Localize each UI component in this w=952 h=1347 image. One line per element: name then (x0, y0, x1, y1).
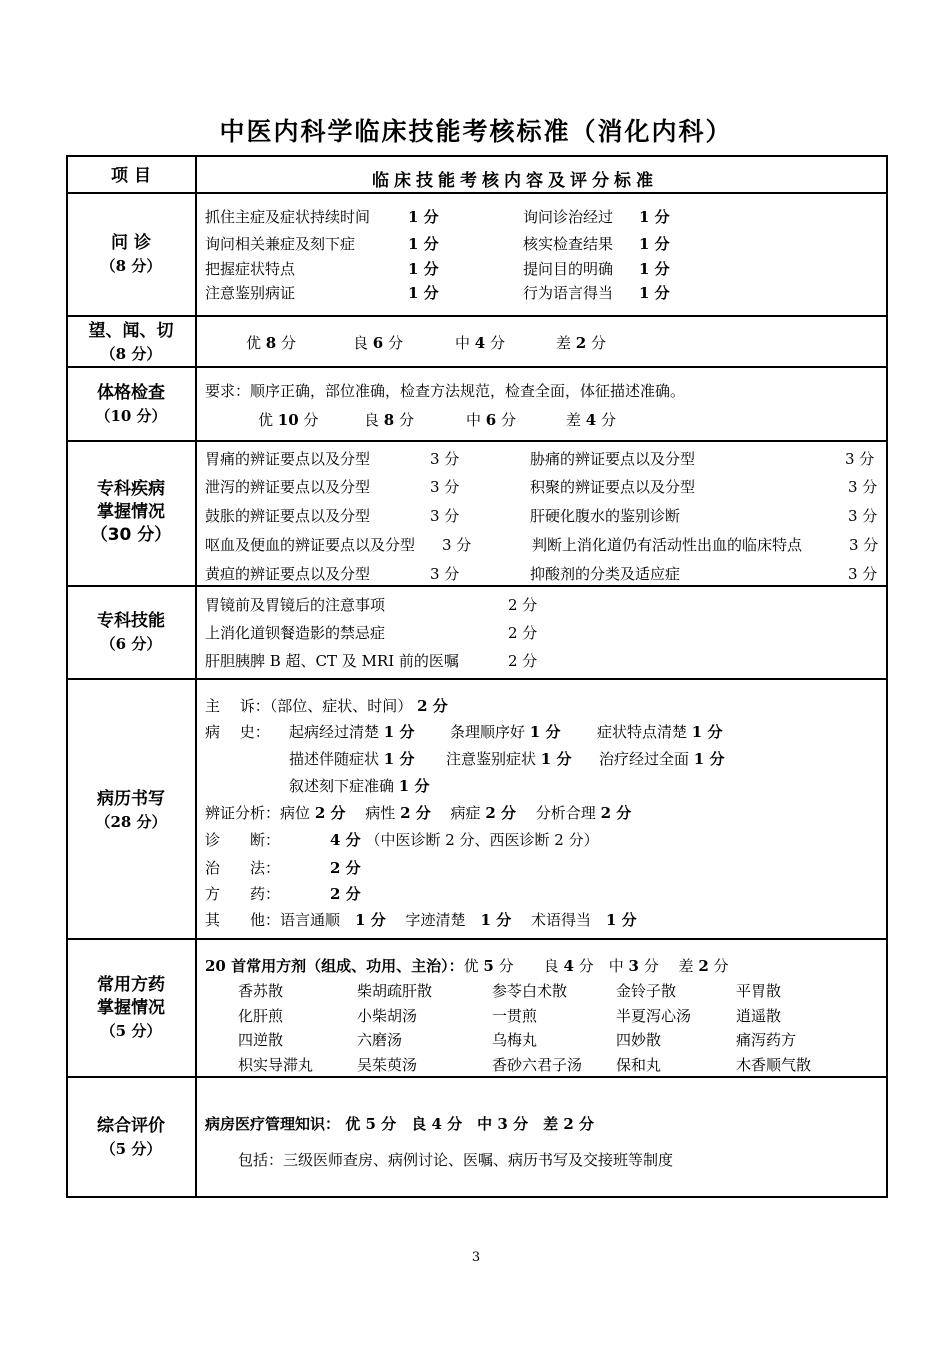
inquiry-item: 提问目的明确 (523, 260, 614, 278)
disease-score: 3 分 (430, 478, 460, 496)
record-history-item: 叙述刻下症准确 1 分 (289, 777, 430, 795)
row-label-inquiry: 问 诊 （8 分） (100, 233, 162, 275)
grade-medium: 中 6 分 (466, 411, 517, 429)
inquiry-item: 询问相关兼症及刻下症 (205, 235, 356, 253)
row-label-disease: 专科疾病 掌握情况 （30 分） (90, 479, 172, 545)
formula-item: 平胃散 (736, 982, 782, 1000)
row-label-observe: 望、闻、切 （8 分） (88, 321, 174, 363)
record-history-item: 条理顺序好 1 分 (450, 723, 561, 741)
row-label-formulas: 常用方药 掌握情况 （5 分） (97, 975, 165, 1040)
inquiry-score: 1 分 (639, 260, 670, 278)
skill-score: 2 分 (508, 652, 538, 670)
row-label-skills: 专科技能 （6 分） (97, 611, 165, 653)
formula-item: 吴茱萸汤 (357, 1056, 418, 1074)
inquiry-item: 核实检查结果 (523, 235, 614, 253)
formula-item: 乌梅丸 (492, 1031, 538, 1049)
disease-score: 3 分 (442, 536, 472, 554)
record-prescription-score: 2 分 (330, 885, 361, 903)
formula-item: 小柴胡汤 (357, 1007, 418, 1025)
formula-item: 六磨汤 (357, 1031, 403, 1049)
formula-item: 化肝煎 (238, 1007, 284, 1025)
record-complaint: 主 诉：（部位、症状、时间） 2 分 (205, 697, 448, 715)
row-label-record: 病历书写 （28 分） (95, 789, 167, 831)
formula-item: 保和丸 (616, 1056, 662, 1074)
grade-good: 良 8 分 (364, 411, 415, 429)
skill-item: 肝胆胰脾 B 超、CT 及 MRI 前的医嘱 (205, 652, 459, 670)
exam-requirement: 要求：顺序正确，部位准确，检查方法规范，检查全面，体征描述准确。 (205, 382, 686, 400)
row-divider (66, 585, 888, 587)
grade-good: 良 6 分 (353, 334, 404, 352)
record-diagnosis-label: 诊 断： (205, 831, 281, 849)
inquiry-score: 1 分 (639, 208, 670, 226)
inquiry-item: 行为语言得当 (523, 284, 614, 302)
formula-item: 木香顺气散 (736, 1056, 812, 1074)
disease-score: 3 分 (849, 536, 879, 554)
disease-score: 3 分 (848, 565, 878, 583)
formula-item: 四妙散 (616, 1031, 662, 1049)
row-divider (66, 315, 888, 317)
inquiry-score: 1 分 (408, 208, 439, 226)
formulas-intro: 20 首常用方剂（组成、功用、主治）：优 5 分 良 4 分 中 3 分 差 2 分 (205, 957, 729, 975)
grade-medium: 中 4 分 (455, 334, 506, 352)
record-history-label: 病 史： (205, 723, 270, 741)
row-divider (66, 192, 888, 194)
disease-score: 3 分 (848, 478, 878, 496)
skill-score: 2 分 (508, 624, 538, 642)
row-divider (66, 440, 888, 442)
header-item-label: 项 目 (111, 166, 151, 186)
formula-item: 香苏散 (238, 982, 284, 1000)
record-history-item: 注意鉴别症状 1 分 (446, 750, 572, 768)
record-method-score: 2 分 (330, 859, 361, 877)
formula-item: 痛泻药方 (736, 1031, 797, 1049)
grade-excellent: 优 8 分 (246, 334, 297, 352)
disease-item: 积聚的辨证要点以及分型 (530, 478, 696, 496)
inquiry-item: 询问诊治经过 (523, 208, 614, 226)
disease-item: 判断上消化道仍有活动性出血的临床特点 (532, 536, 803, 554)
record-history-item: 描述伴随症状 1 分 (289, 750, 415, 768)
record-other: 其 他：语言通顺 1 分 字迹清楚 1 分 术语得当 1 分 (205, 911, 637, 929)
disease-item: 呕血及便血的辨证要点以及分型 (205, 536, 416, 554)
formula-item: 半夏泻心汤 (616, 1007, 692, 1025)
row-divider (66, 1076, 888, 1078)
disease-item: 胁痛的辨证要点以及分型 (530, 450, 696, 468)
inquiry-item: 抓住主症及症状持续时间 (205, 208, 371, 226)
disease-item: 肝硬化腹水的鉴别诊断 (530, 507, 681, 525)
inquiry-score: 1 分 (408, 260, 439, 278)
page-title: 中医内科学临床技能考核标准（消化内科） (219, 117, 733, 146)
record-analysis: 辨证分析：病位 2 分 病性 2 分 病症 2 分 分析合理 2 分 (205, 804, 632, 822)
disease-item: 黄疸的辨证要点以及分型 (205, 565, 371, 583)
overall-grades: 病房医疗管理知识： 优 5 分 良 4 分 中 3 分 差 2 分 (205, 1115, 595, 1133)
record-history-item: 症状特点清楚 1 分 (597, 723, 723, 741)
page-number: 3 (471, 1250, 481, 1265)
formula-item: 枳实导滞丸 (238, 1056, 314, 1074)
row-divider (66, 678, 888, 680)
disease-item: 抑酸剂的分类及适应症 (530, 565, 681, 583)
formula-item: 金铃子散 (616, 982, 677, 1000)
row-divider (66, 366, 888, 368)
header-content-label: 临床技能考核内容及评分标准 (372, 171, 658, 191)
inquiry-score: 1 分 (408, 284, 439, 302)
record-history-item: 起病经过清楚 1 分 (289, 723, 415, 741)
inquiry-item: 注意鉴别病证 (205, 284, 296, 302)
disease-score: 3 分 (845, 450, 875, 468)
grade-poor: 差 2 分 (556, 334, 607, 352)
formula-item: 香砂六君子汤 (492, 1056, 583, 1074)
formula-item: 参苓白术散 (492, 982, 568, 1000)
formula-item: 柴胡疏肝散 (357, 982, 433, 1000)
inquiry-item: 把握症状特点 (205, 260, 296, 278)
disease-score: 3 分 (430, 450, 460, 468)
row-label-exam: 体格检查 （10 分） (95, 383, 167, 425)
disease-item: 胃痛的辨证要点以及分型 (205, 450, 371, 468)
disease-item: 鼓胀的辨证要点以及分型 (205, 507, 371, 525)
disease-score: 3 分 (848, 507, 878, 525)
disease-item: 泄泻的辨证要点以及分型 (205, 478, 371, 496)
record-method-label: 治 法： (205, 859, 281, 877)
inquiry-score: 1 分 (639, 235, 670, 253)
inquiry-score: 1 分 (639, 284, 670, 302)
grade-excellent: 优 10 分 (258, 411, 319, 429)
skill-item: 胃镜前及胃镜后的注意事项 (205, 596, 386, 614)
formula-item: 四逆散 (238, 1031, 284, 1049)
record-prescription-label: 方 药： (205, 885, 281, 903)
record-diagnosis: 4 分 （中医诊断 2 分、西医诊断 2 分） (330, 831, 599, 849)
inquiry-score: 1 分 (408, 235, 439, 253)
disease-score: 3 分 (430, 507, 460, 525)
skill-score: 2 分 (508, 596, 538, 614)
record-history-item: 治疗经过全面 1 分 (599, 750, 725, 768)
formula-item: 一贯煎 (492, 1007, 538, 1025)
overall-description: 包括：三级医师查房、病例讨论、医嘱、病历书写及交接班等制度 (238, 1151, 674, 1169)
row-label-overall: 综合评价 （5 分） (97, 1116, 165, 1158)
disease-score: 3 分 (430, 565, 460, 583)
grade-poor: 差 4 分 (566, 411, 617, 429)
formula-item: 逍遥散 (736, 1007, 782, 1025)
skill-item: 上消化道钡餐造影的禁忌症 (205, 624, 386, 642)
row-divider (66, 938, 888, 940)
